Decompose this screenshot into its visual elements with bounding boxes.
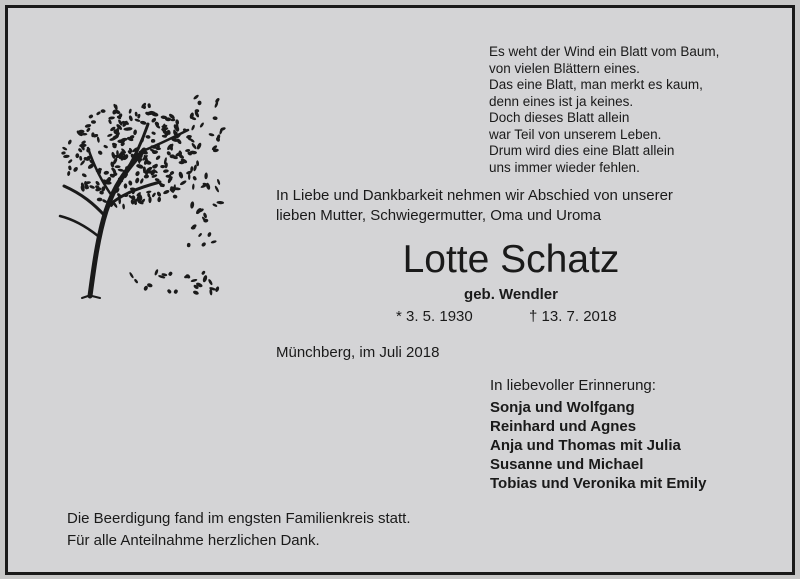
birth-date: * 3. 5. 1930 <box>396 308 473 325</box>
poem <box>489 44 719 176</box>
intro-line: lieben Mutter, Schwiegermutter, Oma und Uroma <box>276 207 602 224</box>
family-member: Sonja und Wolfgang <box>490 399 635 416</box>
family-list <box>490 398 706 493</box>
deceased-name: Lotte Schatz <box>402 238 620 281</box>
poem-line: von vielen Blättern eines. <box>489 60 640 76</box>
poem-line: uns immer wieder fehlen. <box>489 159 640 175</box>
thanks-note: Für alle Anteilnahme herzlichen Dank. <box>67 532 320 549</box>
maiden-name: geb. Wendler <box>464 286 558 303</box>
poem-line: Das eine Blatt, man merkt es kaum, <box>489 77 703 92</box>
poem-line: Doch dieses Blatt allein <box>489 110 630 125</box>
death-date: † 13. 7. 2018 <box>529 308 617 325</box>
family-member: Reinhard und Agnes <box>490 418 637 435</box>
poem-line: denn eines ist ja keines. <box>489 93 634 109</box>
funeral-note: Die Beerdigung fand im engsten Familienkreis statt. <box>67 510 411 527</box>
family-member: Tobias und Veronika mit Emily <box>490 475 707 492</box>
poem-line: war Teil von unserem Leben. <box>489 126 662 142</box>
intro-line: In Liebe und Dankbarkeit nehmen wir Abschied von unserer <box>276 187 673 204</box>
windblown-tree-icon <box>48 86 228 306</box>
intro-text <box>276 186 673 226</box>
poem-line: Es weht der Wind ein Blatt vom Baum, <box>489 44 720 59</box>
place-date: Münchberg, im Juli 2018 <box>276 344 440 361</box>
poem-line: Drum wird dies eine Blatt allein <box>489 143 675 158</box>
footer-text <box>67 508 411 552</box>
family-member: Susanne und Michael <box>490 456 644 473</box>
memory-label: In liebevoller Erinnerung: <box>490 377 656 394</box>
family-member: Anja und Thomas mit Julia <box>490 437 681 454</box>
obituary-frame <box>5 5 795 575</box>
